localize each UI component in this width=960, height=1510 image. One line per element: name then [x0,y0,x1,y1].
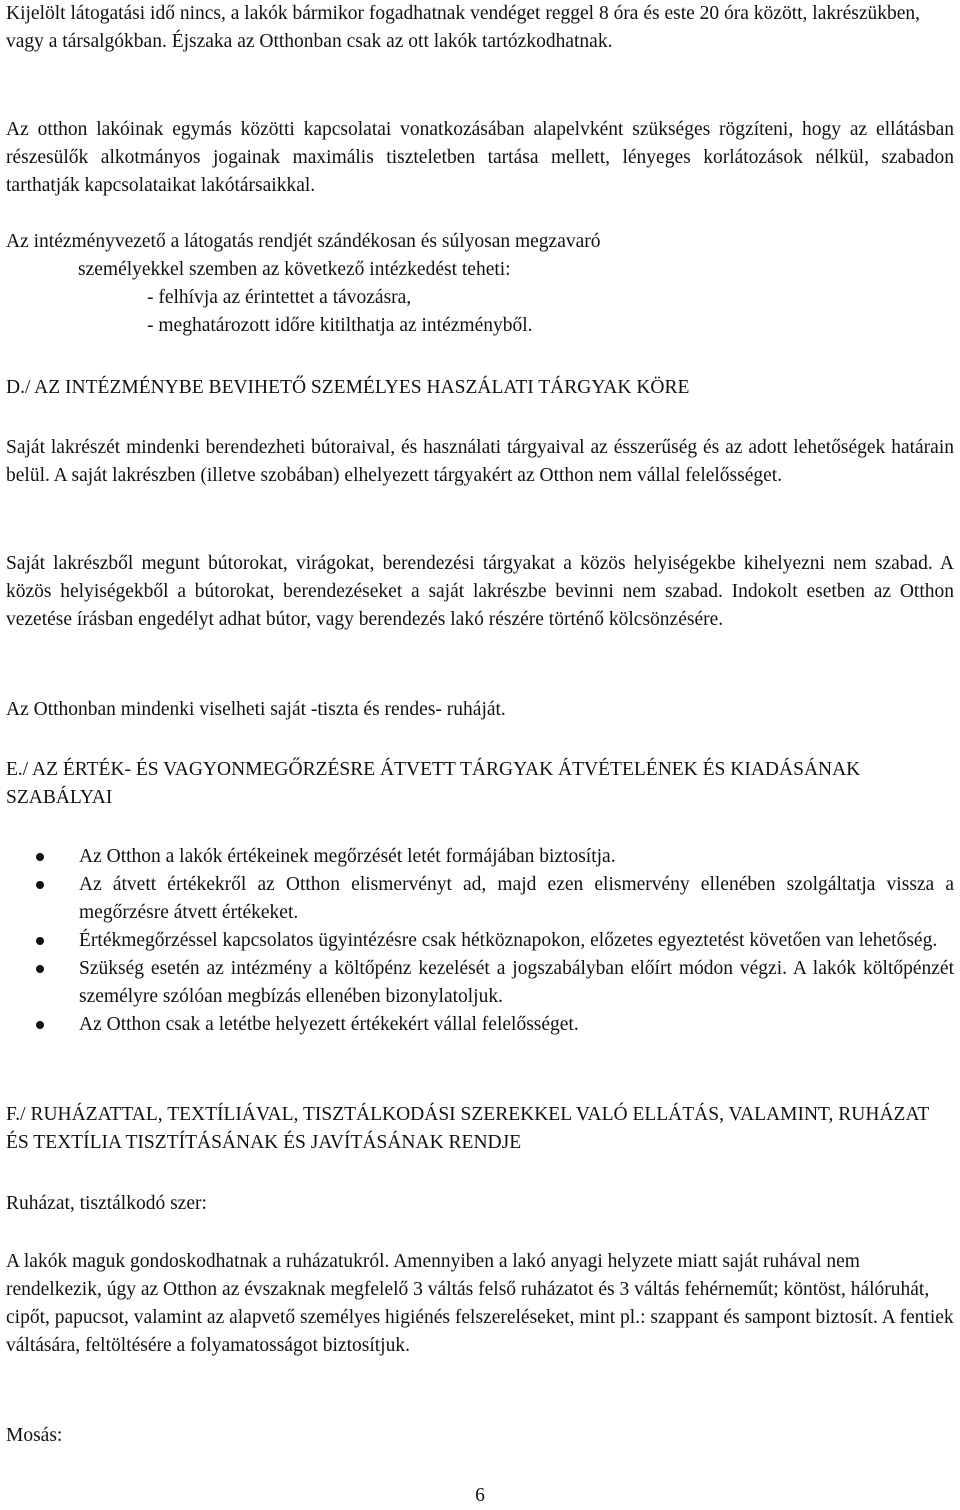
director-measures-block [6,228,954,340]
clothing-subtitle: Ruházat, tisztálkodó szer: [6,1193,207,1214]
list-item: Szükség esetén az intézmény a költőpénz kezelését a jogszabályban előírt módon végzi. A lakók költőpénzét személyre szólóan megbízás ellenében bizonylatoljuk. [6,955,954,1011]
washing-subtitle: Mosás: [6,1425,63,1446]
furniture-paragraph: Saját lakrészét mindenki berendezheti bútoraival, és használati tárgyaival az ésszerűség és az adott lehetőségek határain belül. A saját lakrészben (illetve szobában) elhelyezett tárgyakért az Otthon nem vállal felelősséget. [6,437,954,486]
bullet-icon [36,1021,44,1029]
director-measures-intro: Az intézményvezető a látogatás rendjét szándékosan és súlyosan megzavaró [6,231,601,252]
resident-relations-paragraph: Az otthon lakóinak egymás közötti kapcsolatai vonatkozásában alapelvként szükséges rögzíteni, hogy az ellátásban részesülők alkotmányos jogainak maximális tiszteletben tartása mellett, lényeges korlátozások nélkül, szabadon tarthatják kapcsolataikat lakótársaikkal. [6,119,954,196]
bullet-icon [36,937,44,945]
valuables-rules-list [6,843,954,1039]
bullet-icon [36,881,44,889]
list-item: Az Otthon csak a letétbe helyezett értékekért vállal felelősséget. [6,1011,954,1039]
own-clothing-paragraph: Az Otthonban mindenki viselheti saját -tiszta és rendes- ruháját. [6,699,506,720]
visiting-hours-paragraph: Kijelölt látogatási idő nincs, a lakók bármikor fogadhatnak vendéget reggel 8 óra és este 20 óra között, lakrészükben, vagy a társalgókban. Éjszaka az Otthonban csak az ott lakók tartózkodhatnak. [6,3,921,52]
director-measure-item: - meghatározott időre kitilthatja az intézményből. [147,315,533,336]
section-heading-f: F./ RUHÁZATTAL, TEXTÍLIÁVAL, TISZTÁLKODÁSI SZEREKKEL VALÓ ELLÁTÁS, VALAMINT, RUHÁZAT ÉS TEXTÍLIA TISZTÍTÁSÁNAK ÉS JAVÍTÁSÁNAK RENDJE [6,1104,929,1153]
list-item: Értékmegőrzéssel kapcsolatos ügyintézésre csak hétköznapokon, előzetes egyeztetést követően van lehetőség. [6,927,954,955]
bullet-icon [36,853,44,861]
page-number: 6 [475,1485,485,1506]
furniture-removal-paragraph: Saját lakrészből megunt bútorokat, virágokat, berendezési tárgyakat a közös helyiségekbe kihelyezni nem szabad. A közös helyiségekből a bútorokat, berendezéseket a saját lakrészbe bevinni nem szabad. Indokolt esetben az Otthon vezetése írásban engedélyt adhat bútor, vagy berendezés lakó részére történő kölcsönzésére. [6,553,954,630]
section-heading-d: D./ AZ INTÉZMÉNYBE BEVIHETŐ SZEMÉLYES HASZÁLATI TÁRGYAK KÖRE [6,377,690,398]
director-measures-intro-continued: személyekkel szemben az következő intézkedést teheti: [78,259,511,280]
director-measure-item: - felhívja az érintettet a távozásra, [147,287,412,308]
section-heading-e: E./ AZ ÉRTÉK- ÉS VAGYONMEGŐRZÉSRE ÁTVETT TÁRGYAK ÁTVÉTELÉNEK ÉS KIADÁSÁNAK SZABÁLYAI [6,759,861,808]
list-item: Az átvett értékekről az Otthon elismervényt ad, majd ezen elismervény ellenében szolgáltatja vissza a megőrzésre átvett értékeket. [6,871,954,927]
clothing-care-paragraph: A lakók maguk gondoskodhatnak a ruházatukról. Amennyiben a lakó anyagi helyzete miatt saját ruhával nem rendelkezik, úgy az Otthon az évszaknak megfelelő 3 váltás felső ruházatot és 3 váltás fehérneműt; köntöst, hálóruhát, cipőt, papucsot, valamint az alapvető személyes higiénés felszereléseket, mint pl.: szappant és sampont biztosít. A fentiek váltására, feltöltésére a folyamatosságot biztosítjuk. [6,1251,954,1356]
bullet-icon [36,965,44,973]
list-item: Az Otthon a lakók értékeinek megőrzését letét formájában biztosítja. [6,843,954,871]
